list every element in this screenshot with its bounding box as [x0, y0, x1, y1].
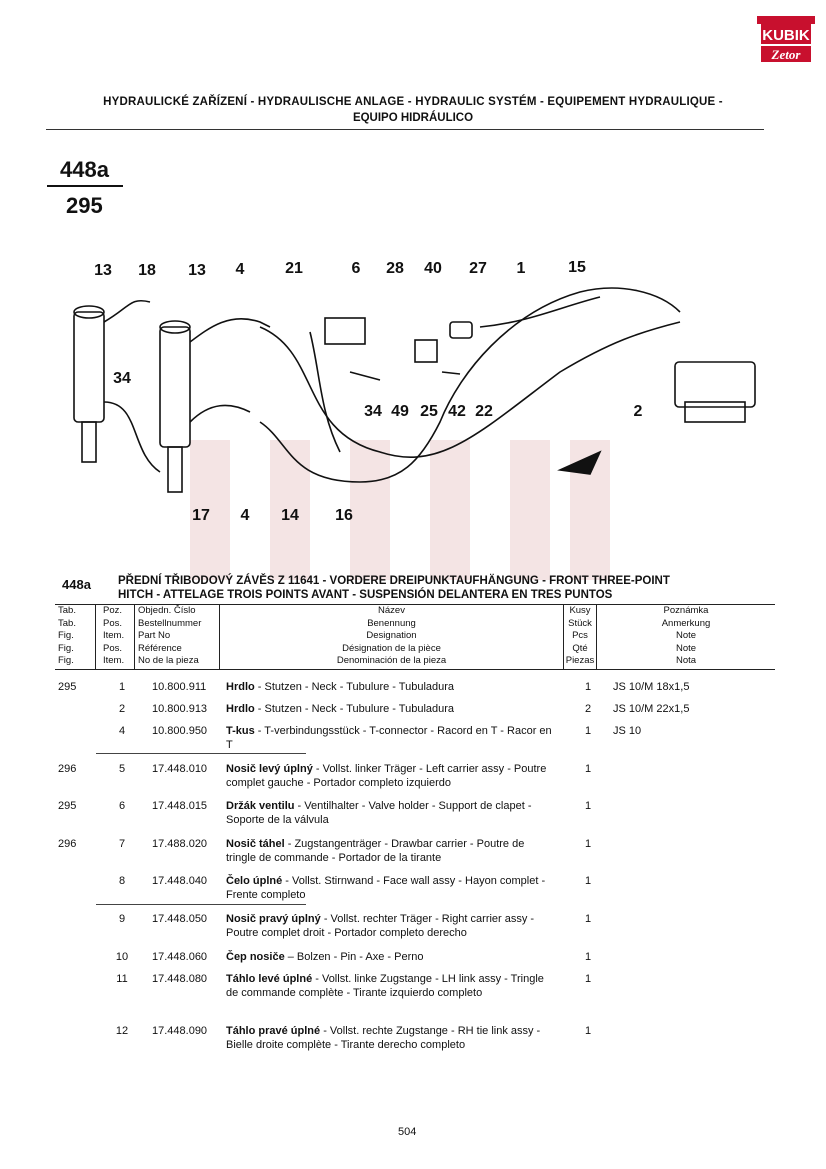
header-divider — [46, 129, 764, 130]
kubik-zetor-logo — [757, 16, 815, 70]
header-tab-4: Fig. — [58, 655, 74, 667]
callout-15: 15 — [568, 259, 586, 276]
callout-49: 49 — [391, 403, 409, 420]
row-8-name-bold: Nosič pravý úplný — [226, 913, 321, 925]
header-tab-2: Fig. — [58, 630, 74, 642]
row-10-qty: 1 — [584, 973, 592, 985]
header-tab-col — [58, 605, 98, 669]
row-7-part-no: 17.448.040 — [152, 875, 208, 887]
row-11-name — [226, 1024, 556, 1052]
callout-2: 2 — [633, 403, 643, 420]
row-6-poz: 7 — [118, 838, 126, 850]
callout-16: 16 — [335, 507, 353, 524]
logo-kubik-text: KUBIK — [762, 27, 810, 44]
header-obj-2: Part No — [138, 630, 171, 642]
row-3-poz: 4 — [118, 725, 126, 737]
row-8-poz: 9 — [118, 913, 126, 925]
hydraulic-diagram — [60, 252, 780, 532]
header-poz-1: Pos. — [103, 617, 123, 629]
row-2-qty: 2 — [584, 703, 592, 715]
row-1-qty: 1 — [584, 681, 592, 693]
callout-21: 21 — [285, 260, 303, 277]
row-2-note: JS 10/M 22x1,5 — [613, 703, 690, 715]
callout-27: 27 — [469, 260, 487, 277]
header-poz-4: Item. — [103, 655, 125, 667]
row-11-qty: 1 — [584, 1025, 592, 1037]
header-note-4: Nota — [675, 655, 697, 667]
page-ref-top: 448a — [60, 157, 109, 182]
row-5-part-no: 17.448.015 — [152, 800, 208, 812]
row-9-name-rest: – Bolzen - Pin - Axe - Perno — [284, 951, 424, 963]
section-title-line2: HITCH - ATTELAGE TROIS POINTS AVANT - SUSPENSIÓN DELANTERA EN TRES PUNTOS — [118, 589, 613, 601]
row-1-tab: 295 — [58, 681, 77, 693]
callout-4-bottom: 4 — [240, 507, 250, 524]
logo-zetor-text: Zetor — [771, 47, 801, 62]
header-name-2: Designation — [366, 630, 417, 642]
row-4-name-bold: Nosič levý úplný — [226, 763, 313, 775]
row-10-name — [226, 972, 556, 1000]
row-9-part-no: 17.448.060 — [152, 951, 208, 963]
page-number: 504 — [398, 1126, 417, 1138]
header-poz-col — [103, 605, 133, 669]
row-10-name-rest: - Vollst. linke Zugstange - LH link assy - Tringle de commande complète - Tirante izquierdo completo — [226, 973, 544, 999]
header-note-2: Note — [675, 630, 697, 642]
row-3-name-bold: T-kus — [226, 725, 255, 737]
header-obj-col — [138, 605, 218, 669]
row-1-name — [226, 680, 556, 694]
row-3-name-rest: - T-verbindungsstück - T-connector - Racord en T - Racor en T — [226, 725, 552, 751]
row-3-note: JS 10 — [613, 725, 642, 737]
header-obj-0: Objedn. Číslo — [138, 605, 196, 616]
row-4-part-no: 17.448.010 — [152, 763, 208, 775]
row-1-name-rest: - Stutzen - Neck - Tubulure - Tubuladura — [254, 681, 455, 693]
header-qty-4: Piezas — [565, 655, 595, 667]
row-6-name-bold: Nosič táhel — [226, 838, 285, 850]
header-note-col — [597, 605, 775, 669]
row-7-name-bold: Čelo úplné — [226, 875, 283, 887]
row-3-name — [226, 724, 556, 752]
callout-14: 14 — [281, 507, 299, 524]
row-9-name-bold: Čep nosiče — [226, 951, 285, 963]
row-2-name — [226, 702, 556, 716]
header-name-3: Désignation de la pièce — [342, 642, 441, 654]
row-1-name-bold: Hrdlo — [226, 681, 255, 693]
header-obj-3: Référence — [138, 642, 182, 654]
section-title-line1: PŘEDNÍ TŘIBODOVÝ ZÁVĚS Z 11641 - VORDERE DREIPUNKTAUFHÄNGUNG - FRONT THREE-POINT — [118, 575, 670, 587]
row-1-poz: 1 — [118, 681, 126, 693]
callout-4-top: 4 — [235, 261, 245, 278]
header-divider-1 — [95, 605, 96, 669]
row-11-part-no: 17.448.090 — [152, 1025, 208, 1037]
header-note-0: Poznámka — [663, 605, 709, 616]
row-2-name-bold: Hrdlo — [226, 703, 255, 715]
callout-40: 40 — [424, 260, 442, 277]
row-7-qty: 1 — [584, 875, 592, 887]
row-9-qty: 1 — [584, 951, 592, 963]
callout-22: 22 — [475, 403, 493, 420]
row-4-tab: 296 — [58, 763, 77, 775]
header-qty-3: Qté — [572, 642, 588, 654]
header-name-1: Benennung — [367, 617, 416, 629]
row-7-name-rest: - Vollst. Stirnwand - Face wall assy - Hayon complet - Frente completo — [226, 875, 546, 901]
row-10-poz: 11 — [116, 973, 128, 985]
header-tab-0: Tab. — [58, 605, 76, 616]
row-4-name-rest: - Vollst. linker Träger - Left carrier assy - Poutre complet gauche - Portador completo izquierdo — [226, 763, 547, 789]
header-title-line1: HYDRAULICKÉ ZAŘÍZENÍ - HYDRAULISCHE ANLAGE - HYDRAULIC SYSTÉM - EQUIPEMENT HYDRAULIQUE - — [103, 96, 723, 108]
callout-13-a: 13 — [94, 262, 112, 279]
row-6-tab: 296 — [58, 838, 77, 850]
header-qty-0: Kusy — [569, 605, 591, 616]
row-6-name — [226, 837, 556, 865]
header-name-col — [220, 605, 563, 669]
row-5-name — [226, 799, 556, 827]
row-7-name — [226, 874, 556, 902]
row-11-name-bold: Táhlo pravé úplné — [226, 1025, 321, 1037]
row-6-qty: 1 — [584, 838, 592, 850]
row-9-name — [226, 950, 556, 964]
row-separator — [96, 904, 306, 905]
header-divider-2 — [134, 605, 135, 669]
page-ref-divider — [47, 185, 123, 187]
row-5-poz: 6 — [118, 800, 126, 812]
header-obj-4: No de la pieza — [138, 655, 199, 667]
row-5-name-rest: - Ventilhalter - Valve holder - Support de clapet - Soporte de la válvula — [226, 800, 532, 826]
callout-34-left: 34 — [113, 370, 131, 387]
header-poz-3: Pos. — [103, 642, 123, 654]
row-3-part-no: 10.800.950 — [152, 725, 208, 737]
row-1-part-no: 10.800.911 — [152, 681, 207, 693]
callout-42: 42 — [448, 403, 466, 420]
header-title-line2: EQUIPO HIDRÁULICO — [352, 112, 474, 124]
header-note-1: Anmerkung — [661, 617, 711, 629]
callout-34-mid: 34 — [364, 403, 382, 420]
row-8-name — [226, 912, 556, 940]
header-poz-2: Item. — [103, 630, 125, 642]
row-1-note: JS 10/M 18x1,5 — [613, 681, 690, 693]
header-tab-3: Fig. — [58, 642, 74, 654]
row-11-poz: 12 — [115, 1025, 129, 1037]
callout-1: 1 — [516, 260, 526, 277]
row-5-qty: 1 — [584, 800, 592, 812]
header-name-0: Název — [378, 605, 405, 616]
row-9-poz: 10 — [115, 951, 129, 963]
header-poz-0: Poz. — [103, 605, 123, 616]
callout-6: 6 — [351, 260, 361, 277]
row-4-poz: 5 — [118, 763, 126, 775]
callout-17: 17 — [192, 507, 210, 524]
row-6-name-rest: - Zugstangenträger - Drawbar carrier - Poutre de tringle de commande - Portador de la tirante — [226, 838, 525, 864]
header-tab-1: Tab. — [58, 617, 76, 629]
row-5-tab: 295 — [58, 800, 77, 812]
row-8-qty: 1 — [584, 913, 592, 925]
row-6-part-no: 17.488.020 — [152, 838, 208, 850]
header-qty-2: Pcs — [572, 630, 588, 642]
row-8-name-rest: - Vollst. rechter Träger - Right carrier assy - Poutre complet droit - Portador completo derecho — [226, 913, 535, 939]
parts-table-header — [55, 604, 775, 670]
page-ref-bottom: 295 — [66, 193, 103, 218]
header-qty-col — [564, 605, 596, 669]
header-name-4: Denominación de la pieza — [336, 655, 447, 667]
row-4-name — [226, 762, 556, 790]
callout-28: 28 — [386, 260, 404, 277]
row-2-poz: 2 — [118, 703, 126, 715]
section-number: 448a — [62, 577, 91, 592]
header-note-3: Note — [675, 642, 697, 654]
row-5-name-bold: Držák ventilu — [226, 800, 295, 812]
row-3-qty: 1 — [584, 725, 592, 737]
header-obj-1: Bestellnummer — [138, 617, 202, 629]
row-2-name-rest: - Stutzen - Neck - Tubulure - Tubuladura — [254, 703, 455, 715]
callout-25: 25 — [420, 403, 438, 420]
row-11-name-rest: - Vollst. rechte Zugstange - RH tie link assy - Bielle droite complète - Tirante derecho completo — [226, 1025, 541, 1051]
callout-13-b: 13 — [188, 262, 206, 279]
row-7-poz: 8 — [118, 875, 126, 887]
row-8-part-no: 17.448.050 — [152, 913, 208, 925]
callout-18: 18 — [138, 262, 156, 279]
row-2-part-no: 10.800.913 — [152, 703, 208, 715]
row-10-part-no: 17.448.080 — [152, 973, 208, 985]
header-qty-1: Stück — [568, 617, 592, 629]
row-separator — [96, 753, 306, 754]
row-10-name-bold: Táhlo levé úplné — [226, 973, 313, 985]
row-4-qty: 1 — [584, 763, 592, 775]
